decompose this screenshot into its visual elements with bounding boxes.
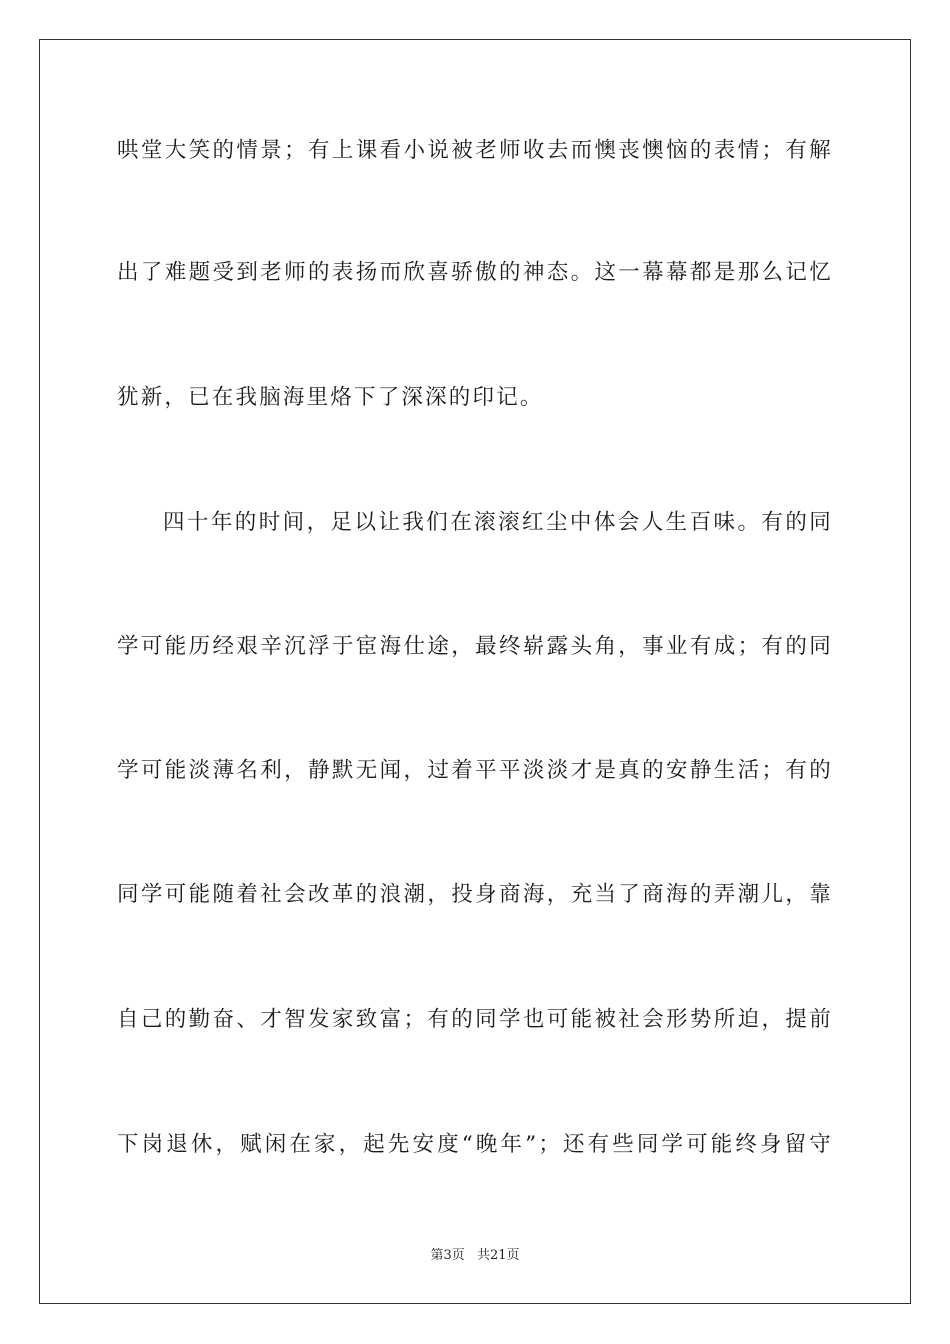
text-line-8: 自己的勤奋、才智发家致富；有的同学也可能被社会形势所迫，提前	[117, 1007, 833, 1032]
text-line-1: 哄堂大笑的情景；有上课看小说被老师收去而懊丧懊恼的表情；有解	[117, 138, 833, 163]
text-line-4: 四十年的时间，足以让我们在滚滚红尘中体会人生百味。有的同	[163, 510, 833, 535]
page-number: 第3页	[430, 1248, 465, 1263]
text-line-2: 出了难题受到老师的表扬而欣喜骄傲的神态。这一幕幕都是那么记忆	[117, 260, 833, 285]
text-line-3: 犹新，已在我脑海里烙下了深深的印记。	[117, 385, 544, 410]
page-border	[39, 39, 911, 1304]
page-footer	[0, 1247, 950, 1265]
text-line-5: 学可能历经艰辛沉浮于宦海仕途，最终崭露头角，事业有成；有的同	[117, 634, 833, 659]
page-total: 共21页	[476, 1248, 520, 1263]
text-line-7: 同学可能随着社会改革的浪潮，投身商海，充当了商海的弄潮儿，靠	[117, 882, 833, 907]
text-line-9: 下岗退休，赋闲在家，起先安度“晚年”；还有些同学可能终身留守	[117, 1132, 833, 1157]
text-line-6: 学可能淡薄名利，静默无闻，过着平平淡淡才是真的安静生活；有的	[117, 758, 833, 783]
